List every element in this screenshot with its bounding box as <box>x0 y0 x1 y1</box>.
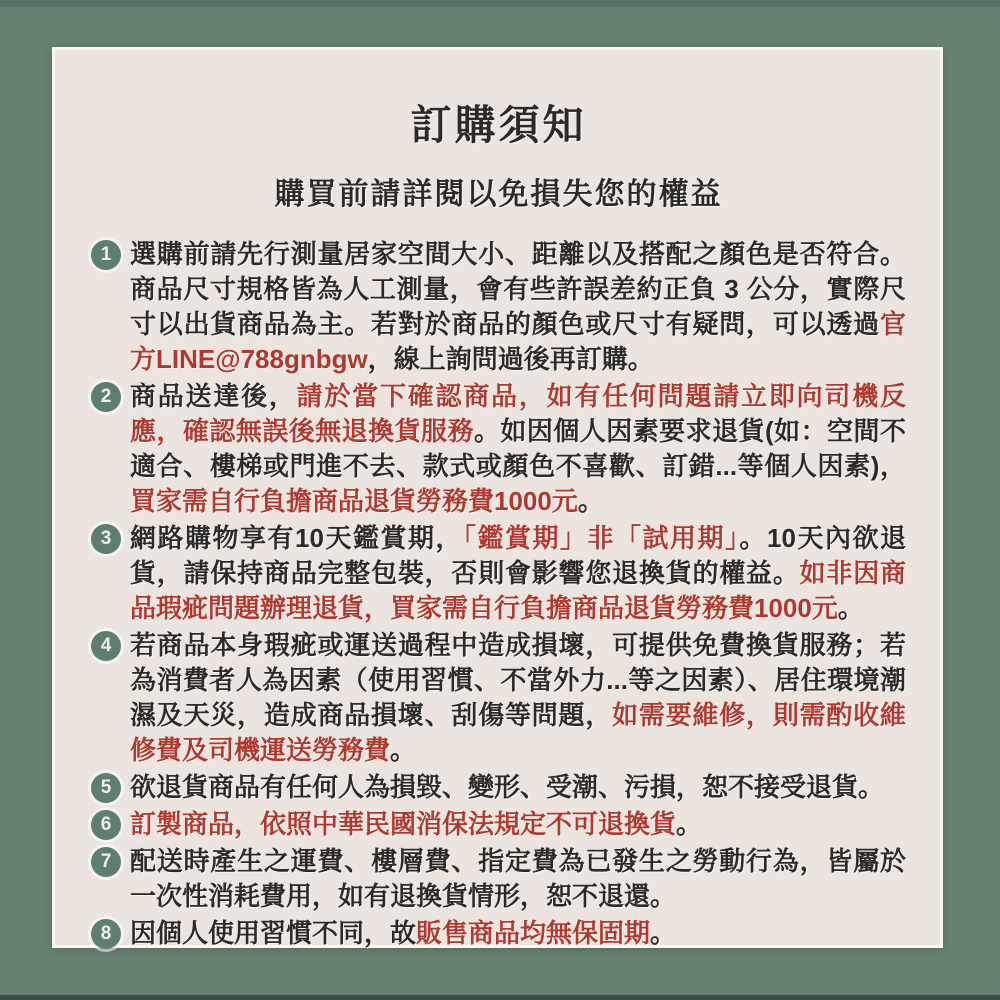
notice-text-segment: 「鑑賞期」非「試用期」 <box>462 523 740 553</box>
notice-text-segment: 若商品本身瑕疵或運送過程中造成損壞，可提供免費換貨服務；若為消費者人為因素（使用習慣、不當外力...等之因素）、居住環境潮濕及天災，造成商品損壞、刮傷等問題， <box>130 630 906 730</box>
notice-number-badge: 1 <box>91 240 121 270</box>
notice-text-segment: 官方LINE@788gnbgw <box>130 309 906 374</box>
notice-text-segment: 欲退貨商品有任何人為損毀、變形、受潮、污損，恕不接受退貨。 <box>130 772 885 802</box>
notice-text <box>130 770 906 805</box>
notice-text <box>130 237 906 377</box>
notice-text-segment: 。 <box>650 918 677 948</box>
notice-text-segment: ，線上詢問過後再訂購。 <box>367 344 654 374</box>
notice-text-segment: 。如因個人因素要求退貨(如：空間不適合、樓梯或門進不去、款式或顏色不喜歡、訂錯...等個人因素)， <box>130 416 906 481</box>
notice-list <box>91 237 906 951</box>
notice-text <box>130 628 906 768</box>
page-subtitle: 購買前請詳閱以免損失您的權益 <box>274 178 723 211</box>
notice-text-segment: 。 <box>390 735 417 765</box>
notice-text-segment: 網路購物享有10天鑑賞期， <box>130 523 463 553</box>
notice-text-segment: 請於當下確認商品，如有任何問題請立即向司機反應，確認無誤後無退換貨服務 <box>130 381 906 446</box>
notice-text-segment: 。10天內欲退貨，請保持商品完整包裝，否則會影響您退換貨的權益。 <box>130 523 906 588</box>
notice-text-segment: 因個人使用習慣不同，故 <box>130 918 417 948</box>
notice-text-segment: 配送時產生之運費、樓層費、指定費為已發生之勞動行為，皆屬於一次性消耗費用，如有退換貨情形，恕不退還。 <box>130 846 906 911</box>
notice-text-segment: 販售商品均無保固期 <box>416 918 651 948</box>
notice-text-segment: 。 <box>676 809 703 839</box>
notice-item <box>91 916 906 951</box>
page-title: 訂購須知 <box>410 102 587 148</box>
top-edge-shade <box>0 0 1000 7</box>
notice-text <box>130 379 906 519</box>
notice-text-segment: 。 <box>837 593 864 623</box>
notice-text <box>130 916 906 951</box>
notice-item <box>91 521 906 626</box>
notice-item <box>91 237 906 377</box>
notice-item <box>91 844 906 914</box>
notice-text <box>130 844 906 914</box>
notice-text <box>130 807 906 842</box>
notice-text-segment: 如非因商品瑕疵問題辦理退貨，買家需自行負擔商品退貨勞務費1000元 <box>130 558 906 623</box>
notice-text-segment: 選購前請先行測量居家空間大小、距離以及搭配之顏色是否符合。商品尺寸規格皆為人工測量，會有些許誤差約正負 3 公分，實際尺寸以出貨商品為主。若對於商品的顏色或尺寸有疑問，可以透過 <box>130 239 906 339</box>
notice-number-badge: 5 <box>91 773 121 803</box>
notice-item <box>91 807 906 842</box>
notice-number-badge: 3 <box>91 524 121 554</box>
notice-panel <box>52 47 943 948</box>
notice-item <box>91 379 906 519</box>
notice-item <box>91 770 906 805</box>
notice-text-segment: 商品送達後， <box>130 381 297 411</box>
notice-number-badge: 2 <box>91 382 121 412</box>
notice-item <box>91 628 906 768</box>
notice-number-badge: 6 <box>91 810 121 840</box>
notice-text-segment: 如需要維修，則需酌收維修費及司機運送勞務費 <box>130 700 906 765</box>
notice-number-badge: 8 <box>91 919 121 949</box>
notice-text-segment: 訂製商品，依照中華民國消保法規定不可退換貨 <box>130 809 677 839</box>
notice-number-badge: 7 <box>91 847 121 877</box>
notice-text-segment: 買家需自行負擔商品退貨勞務費1000元 <box>130 486 578 516</box>
notice-number-badge: 4 <box>91 631 121 661</box>
notice-text-segment: 。 <box>577 486 604 516</box>
notice-text <box>130 521 906 626</box>
bottom-edge-shade <box>0 995 1000 1000</box>
